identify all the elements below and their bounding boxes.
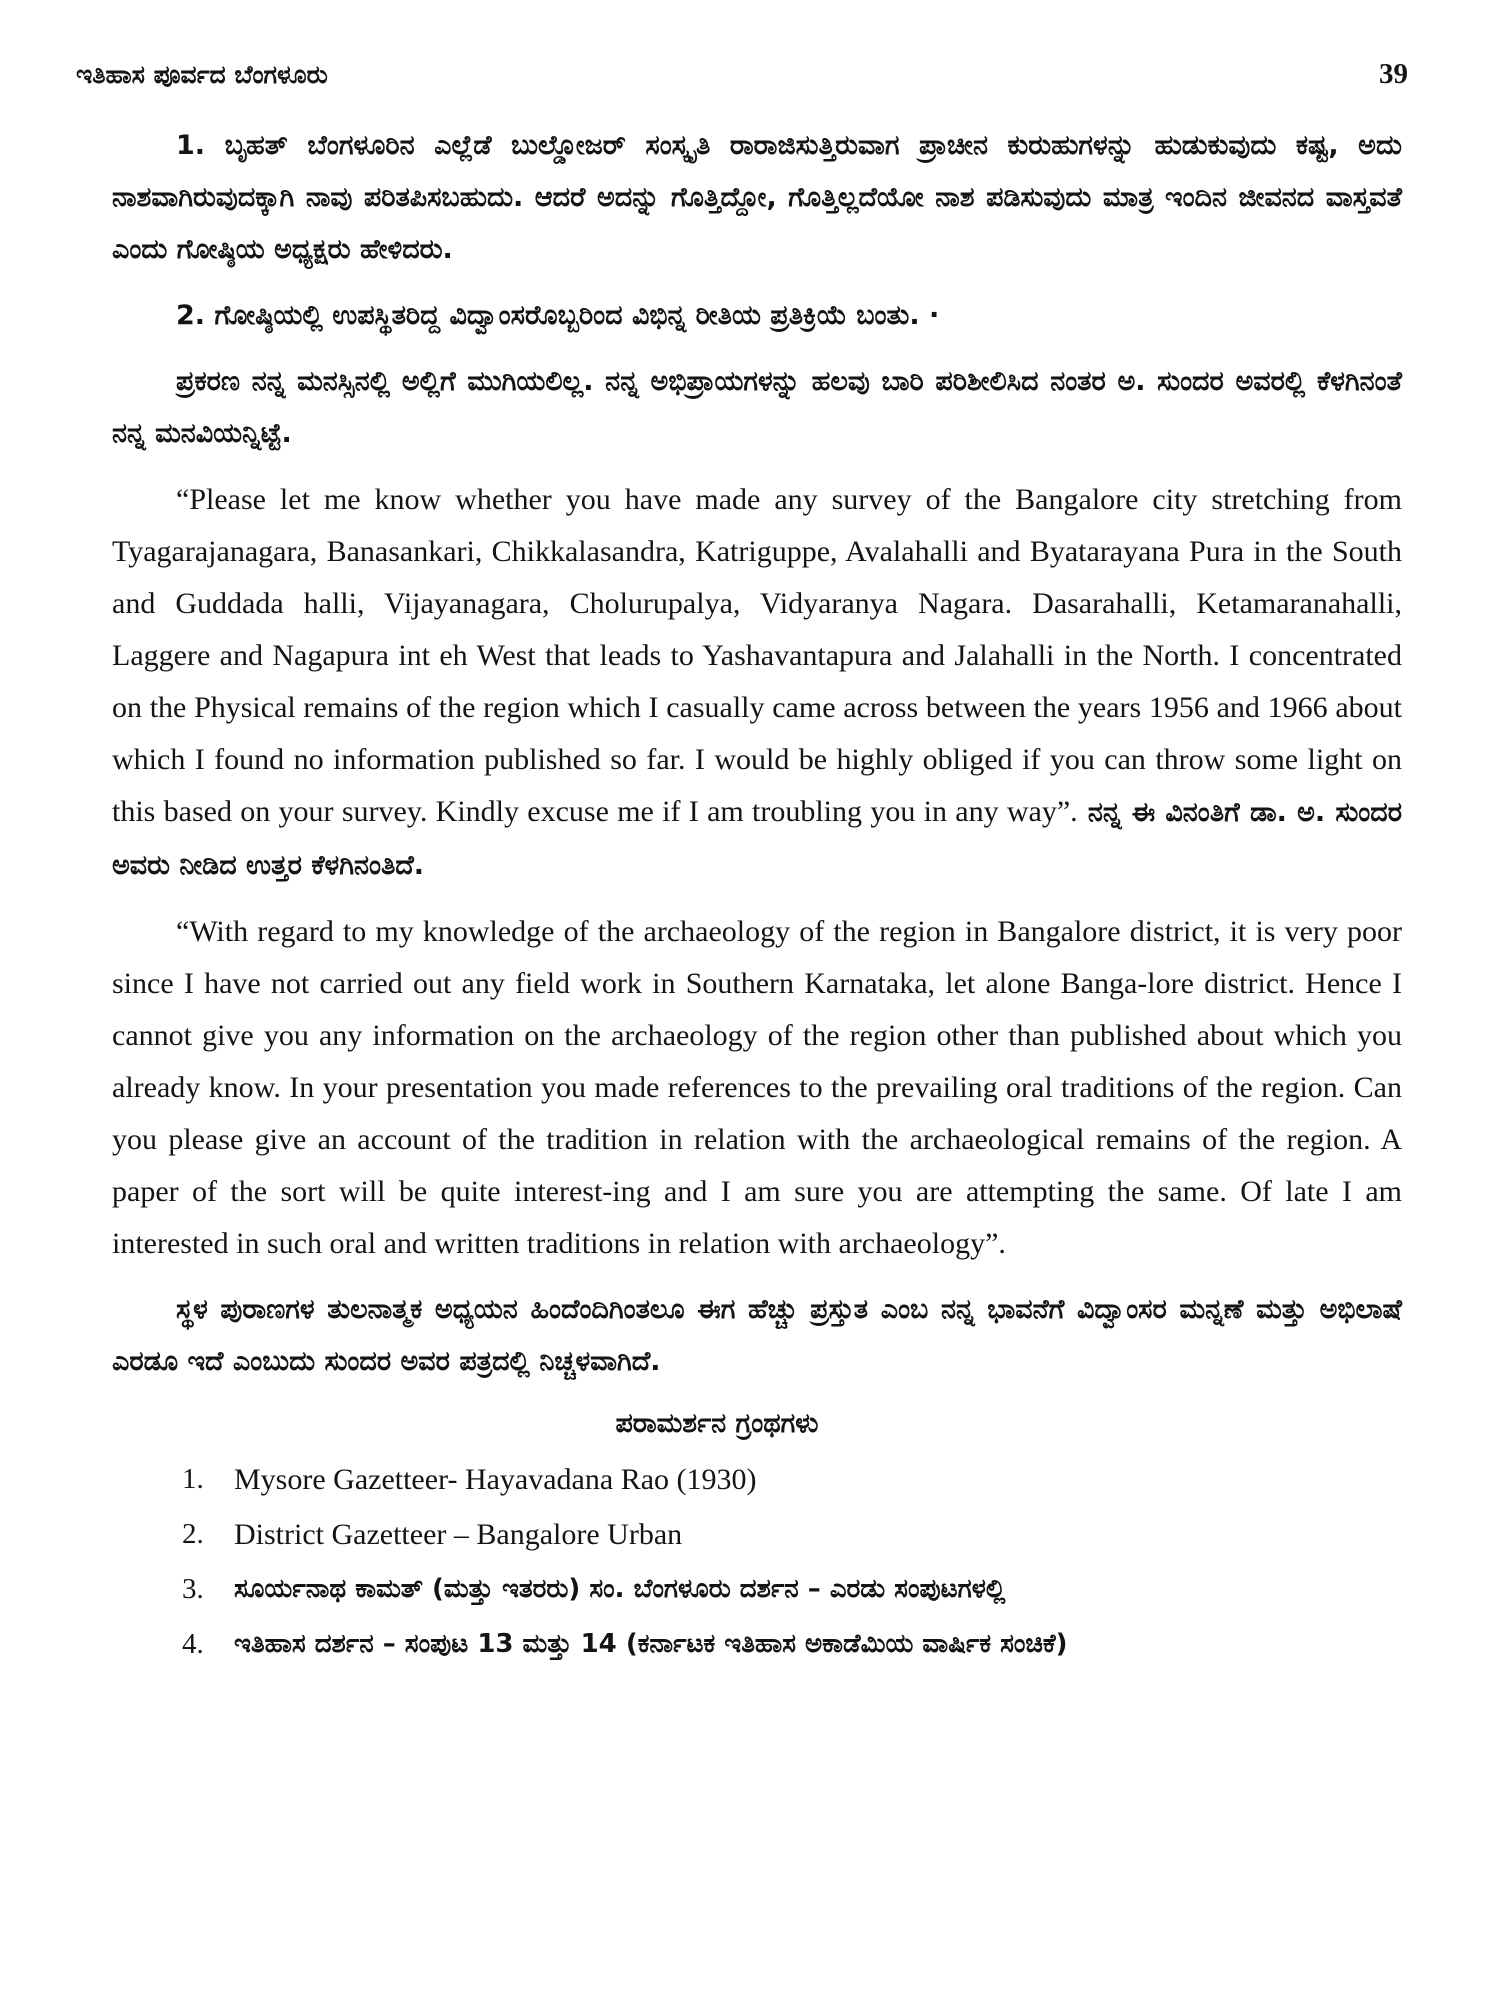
reference-number: 2. — [182, 1518, 204, 1550]
reference-text: ಸೂರ್ಯನಾಥ ಕಾಮತ್ (ಮತ್ತು ಇತರರು) ಸಂ. ಬೆಂಗಳೂರು ದರ್ಶನ – ಎರಡು ಸಂಪುಟಗಳಲ್ಲಿ — [234, 1574, 1006, 1604]
quote-letter-request — [112, 474, 1402, 892]
references-list — [112, 1452, 1402, 1672]
reference-item — [182, 1562, 1402, 1617]
reference-text: District Gazetteer – Bangalore Urban — [234, 1518, 683, 1551]
reference-text: Mysore Gazetteer- Hayavadana Rao (1930) — [234, 1463, 757, 1496]
page-header — [76, 58, 1408, 91]
reference-item — [182, 1452, 1402, 1507]
reference-number: 3. — [182, 1573, 204, 1605]
paragraph-4: ಸ್ಥಳ ಪುರಾಣಗಳ ತುಲನಾತ್ಮಕ ಅಧ್ಯಯನ ಹಿಂದೆಂದಿಗಿಂತಲೂ ಈಗ ಹೆಚ್ಚು ಪ್ರಸ್ತುತ ಎಂಬ ನನ್ನ ಭಾವನೆಗೆ ವಿದ್ವಾಂಸರ ಮನ್ನಣೆ ಮತ್ತು ಅಭಿಲಾಷೆ ಎರಡೂ ಇದೆ ಎಂಬುದು ಸುಂದರ ಅವರ ಪತ್ರದಲ್ಲಿ ನಿಚ್ಚಳವಾಗಿದೆ. — [112, 1294, 1402, 1377]
page-number: 39 — [1379, 58, 1408, 90]
reference-number: 1. — [182, 1463, 204, 1495]
reference-number: 4. — [182, 1628, 204, 1660]
references-heading: ಪರಾಮರ್ಶನ ಗ್ರಂಥಗಳು — [615, 1408, 819, 1439]
paragraph-2: 2. ಗೋಷ್ಠಿಯಲ್ಲಿ ಉಪಸ್ಥಿತರಿದ್ದ ವಿದ್ವಾಂಸರೊಬ್ಬರಿಂದ ವಿಭಿನ್ನ ರೀತಿಯ ಪ್ರತಿಕ್ರಿಯೆ ಬಂತು. · — [176, 300, 940, 331]
page-content — [112, 120, 1402, 1672]
paragraph-1: 1. ಬೃಹತ್ ಬೆಂಗಳೂರಿನ ಎಲ್ಲೆಡೆ ಬುಲ್ಡೋಜರ್ ಸಂಸ್ಕೃತಿ ರಾರಾಜಿಸುತ್ತಿರುವಾಗ ಪ್ರಾಚೀನ ಕುರುಹುಗಳನ್ನು ಹುಡುಕುವುದು ಕಷ್ಟ, ಅದು ನಾಶವಾಗಿರುವುದಕ್ಕಾಗಿ ನಾವು ಪರಿತಪಿಸಬಹುದು. ಆದರೆ ಅದನ್ನು ಗೊತ್ತಿದ್ದೋ, ಗೊತ್ತಿಲ್ಲದೆಯೋ ನಾಶ ಪಡಿಸುವುದು ಮಾತ್ರ ಇಂದಿನ ಜೀವನದ ವಾಸ್ತವತೆ ಎಂದು ಗೋಷ್ಠಿಯ ಅಧ್ಯಕ್ಷರು ಹೇಳಿದರು. — [112, 130, 1402, 265]
running-head: ಇತಿಹಾಸ ಪೂರ್ವದ ಬೆಂಗಳೂರು — [76, 60, 328, 89]
reference-text: ಇತಿಹಾಸ ದರ್ಶನ – ಸಂಪುಟ 13 ಮತ್ತು 14 (ಕರ್ನಾಟಕ ಇತಿಹಾಸ ಅಕಾಡೆಮಿಯ ವಾರ್ಷಿಕ ಸಂಚಿಕೆ) — [234, 1629, 1068, 1659]
quote-request-kannada-tail: ನನ್ನ ಈ ವಿನಂತಿಗೆ ಡಾ. ಅ. ಸುಂದರ ಅವರು ನೀಡಿದ ಉತ್ತರ ಕೆಳಗಿನಂತಿದೆ. — [112, 797, 1402, 881]
reference-item — [182, 1507, 1402, 1562]
quote-letter-reply: “With regard to my knowledge of the archaeology of the region in Bangalore district, it is very poor since I have not carried out any field work in Southern Karnataka, let alone Banga-lore district. Hence I cannot give you any information on the archaeology of the region other than published about which you already know. In your presentation you made references to the prevailing oral traditions of the region. Can you please give an account of the tradition in relation with the archaeological remains of the region. A paper of the sort will be quite interest-ing and I am sure you are attempting the same. Of late I am interested in such oral and written traditions in relation with archaeology”. — [112, 915, 1402, 1260]
quote-request-text: “Please let me know whether you have made any survey of the Bangalore city stretching from Tyagarajanagara, Banasankari, Chikkalasandra, Katriguppe, Avalahalli and Byatarayana Pura in the South and Guddada halli, Vijayanagara, Cholurupalya, Vidyaranya Nagara. Dasarahalli, Ketamaranahalli, Laggere and Nagapura int eh West that leads to Yashavantapura and Jalahalli in the North. I concentrated on the Physical remains of the region which I casually came across between the years 1956 and 1966 about which I found no information published so far. I would be highly obliged if you can throw some light on this based on your survey. Kindly excuse me if I am troubling you in any way”. — [112, 483, 1402, 828]
paragraph-3: ಪ್ರಕರಣ ನನ್ನ ಮನಸ್ಸಿನಲ್ಲಿ ಅಲ್ಲಿಗೆ ಮುಗಿಯಲಿಲ್ಲ. ನನ್ನ ಅಭಿಪ್ರಾಯಗಳನ್ನು ಹಲವು ಬಾರಿ ಪರಿಶೀಲಿಸಿದ ನಂತರ ಅ. ಸುಂದರ ಅವರಲ್ಲಿ ಕೆಳಗಿನಂತೆ ನನ್ನ ಮನವಿಯನ್ನಿಟ್ಟೆ. — [112, 366, 1402, 449]
reference-item — [182, 1617, 1402, 1672]
